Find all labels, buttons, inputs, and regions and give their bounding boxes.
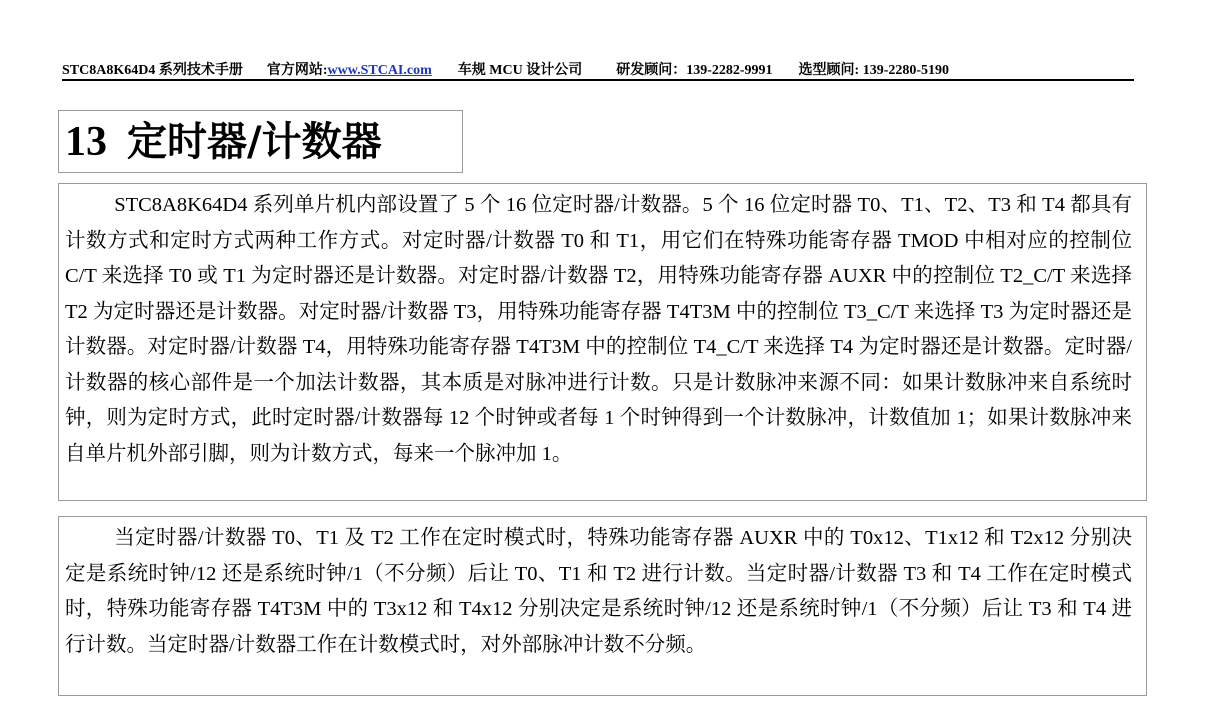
company-tagline: 车规 MCU 设计公司 [457, 63, 583, 78]
section-heading [58, 110, 463, 173]
selection-consultant-phone: 选型顾问: 139-2280-5190 [798, 63, 950, 78]
rd-consultant-phone: 研发顾问：139-2282-9991 [616, 63, 773, 78]
paragraph-box-2 [58, 516, 1147, 696]
doc-title: STC8A8K64D4 系列技术手册 [62, 63, 243, 78]
website-label: 官方网站: [266, 63, 328, 78]
header-divider [62, 79, 1134, 81]
paragraph-box-1 [58, 183, 1147, 501]
page-header [62, 56, 1134, 80]
website-link[interactable]: www.STCAI.com [327, 63, 432, 78]
section-number: 13 [65, 118, 107, 165]
paragraph-2: 当定时器/计数器 T0、T1 及 T2 工作在定时模式时，特殊功能寄存器 AUXR 中的 T0x12、T1x12 和 T2x12 分别决定是系统时钟/12 还是系统时钟/1（不分频）后让 T0、T1 和 T2 进行计数。当定时器/计数器 T3 和 T4 工作在定时模式时，特殊功能寄存器 T4T3M 中的 T3x12 和 T4x12 分别决定是系统时钟/12 还是系统时钟/1（不分频）后让 T3 和 T4 进行计数。当定时器/计数器工作在计数模式时，对外部脉冲计数不分频。 [65, 527, 1133, 656]
paragraph-1: STC8A8K64D4 系列单片机内部设置了 5 个 16 位定时器/计数器。5 个 16 位定时器 T0、T1、T2、T3 和 T4 都具有计数方式和定时方式两种工作方式。对定时器/计数器 T0 和 T1，用它们在特殊功能寄存器 TMOD 中相对应的控制位 C/T 来选择 T0 或 T1 为定时器还是计数器。对定时器/计数器 T2，用特殊功能寄存器 AUXR 中的控制位 T2_C/T 来选择 T2 为定时器还是计数器。对定时器/计数器 T3，用特殊功能寄存器 T4T3M 中的控制位 T3_C/T 来选择 T3 为定时器还是计数器。对定时器/计数器 T4，用特殊功能寄存器 T4T3M 中的控制位 T4_C/T 来选择 T4 为定时器还是计数器。定时器/计数器的核心部件是一个加法计数器，其本质是对脉冲进行计数。只是计数脉冲来源不同：如果计数脉冲来自系统时钟，则为定时方式，此时定时器/计数器每 12 个时钟或者每 1 个时钟得到一个计数脉冲，计数值加 1；如果计数脉冲来自单片机外部引脚，则为计数方式，每来一个脉冲加 1。 [65, 194, 1132, 465]
section-title: 定时器/计数器 [127, 118, 382, 165]
